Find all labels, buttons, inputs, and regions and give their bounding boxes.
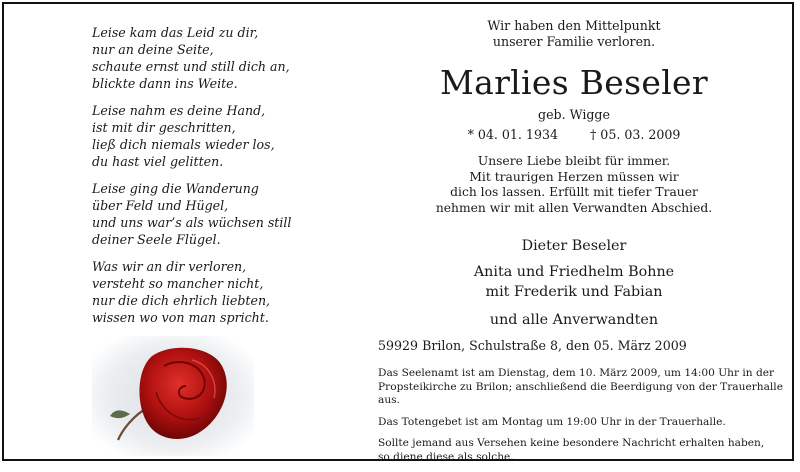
prayer-note: Das Totengebet ist am Montag um 19:00 Uhr in der Trauerhalle. xyxy=(378,415,726,428)
poem-line: Leise ging die Wanderung xyxy=(92,181,259,196)
intro-line: Wir haben den Mittelpunkt xyxy=(487,18,661,33)
poem-stanza-2 xyxy=(92,102,362,170)
note-line: Das Seelenamt ist am Dienstag, dem 10. März 2009, um 14:00 Uhr in der xyxy=(378,367,775,379)
mourner-line: Anita und Friedhelm Bohne xyxy=(473,264,675,280)
mourner-others: und alle Anverwandten xyxy=(489,312,659,328)
poem-line: wissen wo von man spricht. xyxy=(92,310,269,325)
maiden-name: geb. Wigge xyxy=(538,107,610,122)
life-dates xyxy=(364,127,784,142)
poem-line: über Feld und Hügel, xyxy=(92,198,229,213)
poem-line: ließ dich niemals wieder los, xyxy=(92,137,275,152)
death-date: † 05. 03. 2009 xyxy=(590,127,681,142)
mourner-spouse: Dieter Beseler xyxy=(521,238,627,254)
poem-line: Leise nahm es deine Hand, xyxy=(92,103,266,118)
poem xyxy=(92,24,362,336)
poem-line: Leise kam das Leid zu dir, xyxy=(92,25,259,40)
note-line: Sollte jemand aus Versehen keine besondere Nachricht erhalten haben, xyxy=(378,437,765,449)
service-notes xyxy=(378,367,788,472)
poem-stanza-3 xyxy=(92,180,362,248)
poem-line: und uns war’s als wüchsen still xyxy=(92,215,292,230)
poem-line: Was wir an dir verloren, xyxy=(92,259,247,274)
poem-line: nur die dich ehrlich liebten, xyxy=(92,293,271,308)
note-line: so diene diese als solche. xyxy=(378,450,514,463)
verse-line: Unsere Liebe bleibt für immer. xyxy=(477,154,671,168)
verse-line: Mit traurigen Herzen müssen wir xyxy=(469,169,679,184)
note-line: Propsteikirche zu Brilon; anschließend die Beerdigung von der Trauerhalle aus. xyxy=(378,380,783,406)
obituary-card xyxy=(2,2,794,461)
deceased-name: Marlies Beseler xyxy=(440,63,708,102)
mourning-verse xyxy=(364,154,784,216)
rose-image xyxy=(92,336,254,456)
poem-line: ist mit dir geschritten, xyxy=(92,120,236,135)
requiem-note xyxy=(378,367,788,408)
verse-line: dich los lassen. Erfüllt mit tiefer Trauer xyxy=(450,185,698,199)
intro-line: unserer Familie verloren. xyxy=(492,34,656,49)
poem-stanza-1 xyxy=(92,24,362,92)
birth-date: * 04. 01. 1934 xyxy=(467,127,558,142)
place-date: 59929 Brilon, Schulstraße 8, den 05. März 2009 xyxy=(378,338,687,353)
notice-note xyxy=(378,437,788,464)
intro-text xyxy=(364,18,784,50)
poem-line: schaute ernst und still dich an, xyxy=(92,59,290,74)
poem-line: nur an deine Seite, xyxy=(92,42,214,57)
poem-line: blickte dann ins Weite. xyxy=(92,76,238,91)
poem-stanza-4 xyxy=(92,258,362,326)
mourners xyxy=(364,236,784,330)
poem-line: versteht so mancher nicht, xyxy=(92,276,264,291)
poem-line: deiner Seele Flügel. xyxy=(92,232,221,247)
mourner-line: mit Frederik und Fabian xyxy=(485,284,663,300)
verse-line: nehmen wir mit allen Verwandten Abschied. xyxy=(435,200,713,215)
poem-line: du hast viel gelitten. xyxy=(92,154,224,169)
